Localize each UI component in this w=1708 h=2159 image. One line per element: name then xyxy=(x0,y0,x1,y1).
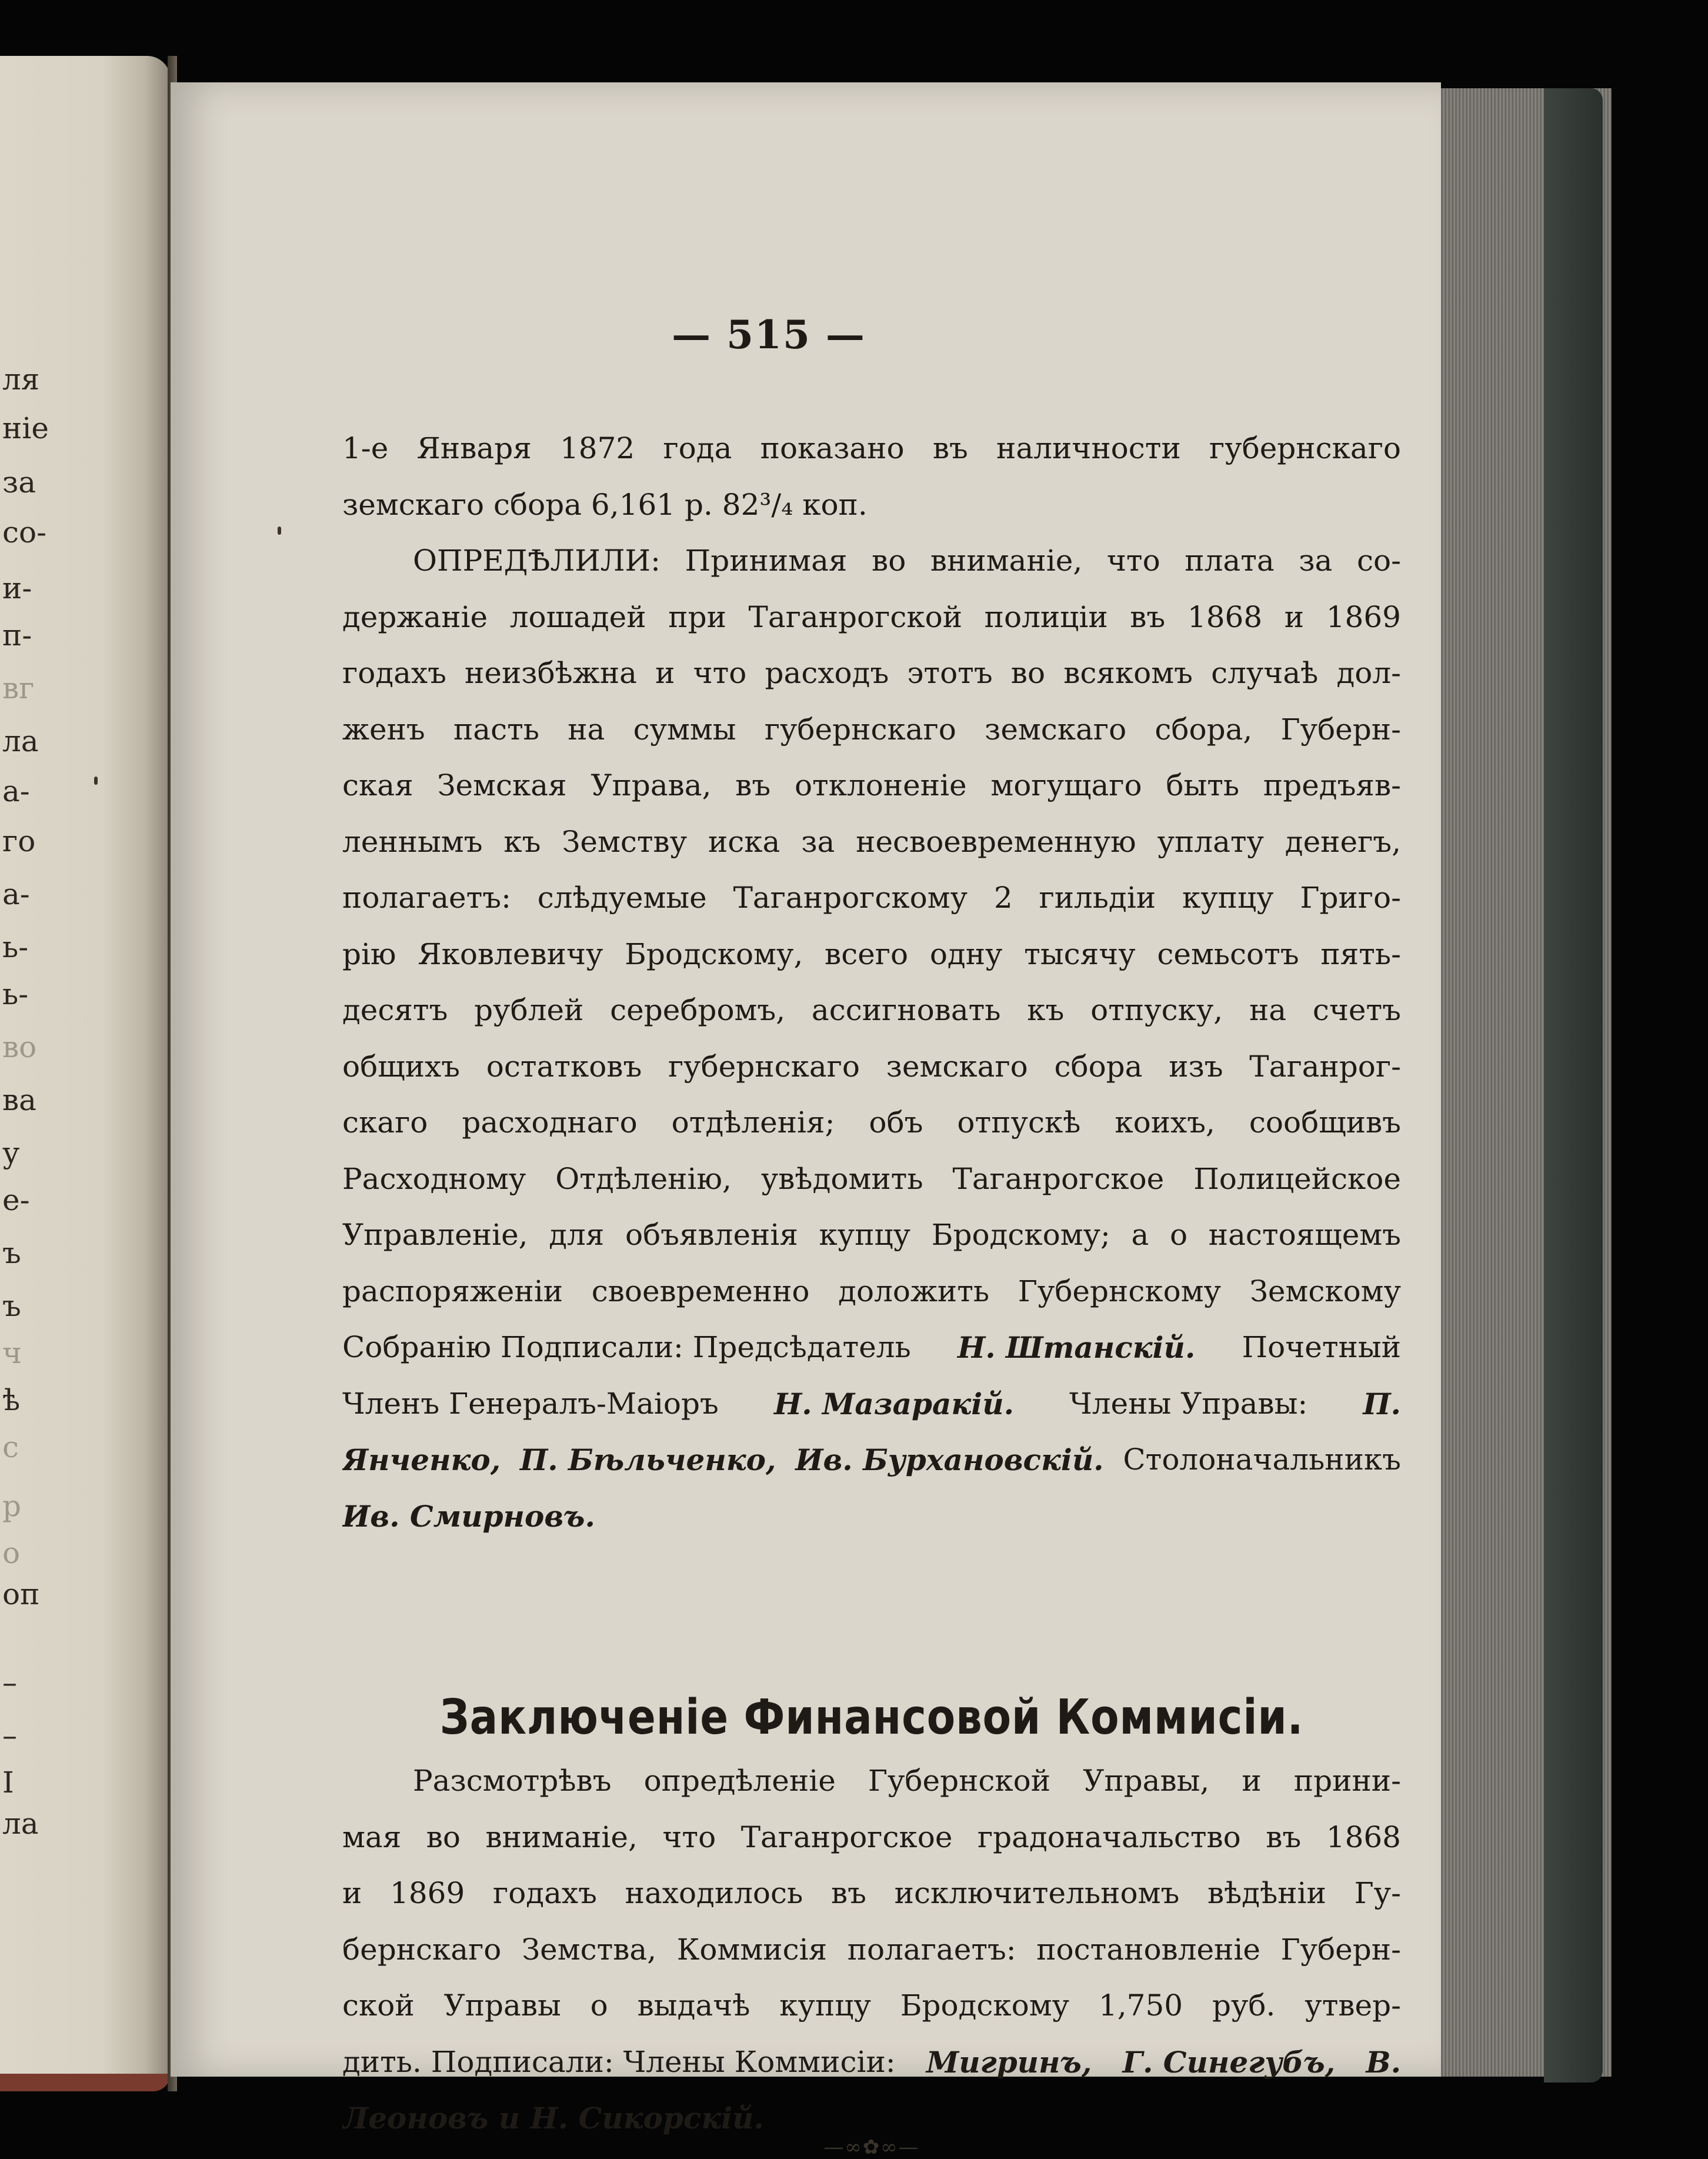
text-line: и 1869 годахъ находилось въ исключительномъ вѣдѣніи Гу- xyxy=(342,1876,1401,1910)
signer-name: Ив. Бурхановскій. xyxy=(795,1442,1104,1477)
left-page-fragment: ѣ xyxy=(2,1383,21,1417)
text-run: Членъ Генералъ-Маіоръ xyxy=(342,1386,719,1421)
signer-name: Ив. Смирновъ. xyxy=(342,1498,595,1534)
left-page-fragment: р xyxy=(2,1489,22,1523)
left-page-fragment: ла xyxy=(2,724,39,758)
text-line xyxy=(342,1432,1401,1488)
body-text xyxy=(342,421,1401,1544)
text-run: Столоначальникъ xyxy=(1123,1442,1401,1477)
signer-name: Мигринъ, xyxy=(926,2044,1092,2080)
right-page xyxy=(171,82,1441,2159)
text-line: распоряженіи своевременно доложить Губернскому Земскому xyxy=(342,1274,1401,1308)
text-line: Расходному Отдѣленію, увѣдомить Таганрогское Полицейское xyxy=(342,1161,1401,1196)
text-line: ская Земская Управа, въ отклоненіе могущаго быть предъяв- xyxy=(342,768,1401,802)
left-page-fragment: вг xyxy=(2,671,35,705)
left-page-fragment: у xyxy=(2,1136,20,1170)
left-page-fragment: е- xyxy=(2,1183,30,1217)
text-line: общихъ остатковъ губернскаго земскаго сбора изъ Таганрог- xyxy=(342,1049,1401,1084)
text-line: ОПРЕДѢЛИЛИ: Принимая во вниманіе, что плата за со- xyxy=(413,544,1401,578)
left-page-fragment: ля xyxy=(2,362,40,397)
left-page-fragment: с xyxy=(2,1430,19,1464)
left-page-fragment: ъ xyxy=(2,1236,21,1270)
signer-name: Леоновъ и Н. Сикорскій. xyxy=(342,2101,764,2135)
text-line xyxy=(342,2034,1401,2091)
text-line: рію Яковлевичу Бродскому, всего одну тысячу семьсотъ пять- xyxy=(342,937,1401,971)
text-line: десятъ рублей серебромъ, ассигновать къ отпуску, на счетъ xyxy=(342,993,1401,1027)
signer-name: Г. Синегубъ, xyxy=(1122,2044,1336,2080)
page-number: — 515 — xyxy=(672,312,866,358)
text-line: женъ пасть на суммы губернскаго земскаго сбора, Губерн- xyxy=(342,712,1401,747)
text-line xyxy=(342,1376,1401,1432)
left-page-fragment: – xyxy=(2,1665,17,1700)
text-line: Управленіе, для объявленія купцу Бродскому; а о настоящемъ xyxy=(342,1218,1401,1252)
text-line: скаго расходнаго отдѣленія; объ отпускѣ коихъ, сообщивъ xyxy=(342,1105,1401,1140)
text-line xyxy=(342,1320,1401,1376)
signer-name: П. Бѣльченко, xyxy=(519,1442,776,1477)
ink-smudge xyxy=(94,777,98,785)
text-line: земскаго сбора 6,161 р. 82³/₄ коп. xyxy=(342,487,868,522)
text-line: 1-е Января 1872 года показано въ наличности губернскаго xyxy=(342,431,1401,465)
left-page-fragment: за xyxy=(2,465,36,499)
left-page-fragment: ла xyxy=(2,1807,39,1841)
text-run: дить. Подписали: Члены Коммисіи: xyxy=(342,2044,896,2079)
text-line: полагаетъ: слѣдуемые Таганрогскому 2 гильдіи купцу Григо- xyxy=(342,881,1401,915)
signer-name: В. xyxy=(1366,2044,1401,2080)
text-line: мая во вниманіе, что Таганрогское градоначальство въ 1868 xyxy=(342,1820,1401,1854)
text-run: Собранію Подписали: Предсѣдатель xyxy=(342,1330,911,1364)
signer-name: Н. Штанскій. xyxy=(958,1330,1196,1365)
text-line: держаніе лошадей при Таганрогской полиціи въ 1868 и 1869 xyxy=(342,599,1401,634)
left-page-fragment: го xyxy=(2,824,36,858)
section-heading: Заключеніе Финансовой Коммисіи. xyxy=(439,1690,1304,1745)
left-page-fragment: во xyxy=(2,1030,37,1064)
text-line: Разсмотрѣвъ опредѣленіе Губернской Управы, и прини- xyxy=(413,1764,1401,1798)
left-page-fragment: со- xyxy=(2,515,46,549)
signer-name: П. xyxy=(1363,1386,1401,1421)
left-page-fragment: а- xyxy=(2,877,30,911)
left-page-fragment: и- xyxy=(2,571,32,605)
signer-name: Янченко, xyxy=(342,1442,501,1477)
left-page-fragment: о xyxy=(2,1536,21,1570)
left-page-fragment: ч xyxy=(2,1336,22,1370)
signer-name: Н. Мазаракій. xyxy=(773,1386,1015,1421)
ink-smudge xyxy=(278,527,281,535)
left-page-fragment: оп xyxy=(2,1577,40,1611)
left-page-fragment: п- xyxy=(2,618,32,652)
text-run: Члены Управы: xyxy=(1069,1386,1308,1421)
conclusion-text xyxy=(342,1753,1401,2147)
ornament-divider: —∞✿∞— xyxy=(823,2135,920,2159)
left-page-fragment: ва xyxy=(2,1083,36,1117)
left-page-edge xyxy=(0,56,171,2091)
text-line: годахъ неизбѣжна и что расходъ этотъ во всякомъ случаѣ дол- xyxy=(342,656,1401,690)
text-line: ской Управы о выдачѣ купцу Бродскому 1,750 руб. утвер- xyxy=(342,1988,1401,2023)
left-page-fragment: – xyxy=(2,1718,17,1752)
left-page-fragment: ь- xyxy=(2,930,29,964)
text-line: леннымъ къ Земству иска за несвоевременную уплату денегъ, xyxy=(342,824,1401,859)
left-page-fragment: ь- xyxy=(2,977,29,1011)
text-run: Почетный xyxy=(1242,1330,1401,1364)
left-page-fragment: I xyxy=(2,1765,14,1800)
left-page-fragment: ніе xyxy=(2,411,49,445)
text-line: бернскаго Земства, Коммисія полагаетъ: постановленіе Губерн- xyxy=(342,1932,1401,1967)
book-cover-edge xyxy=(1544,88,1603,2083)
left-page-fragment: ъ xyxy=(2,1289,21,1323)
left-page-fragment: а- xyxy=(2,774,30,808)
left-page-cover-edge xyxy=(0,2074,171,2091)
